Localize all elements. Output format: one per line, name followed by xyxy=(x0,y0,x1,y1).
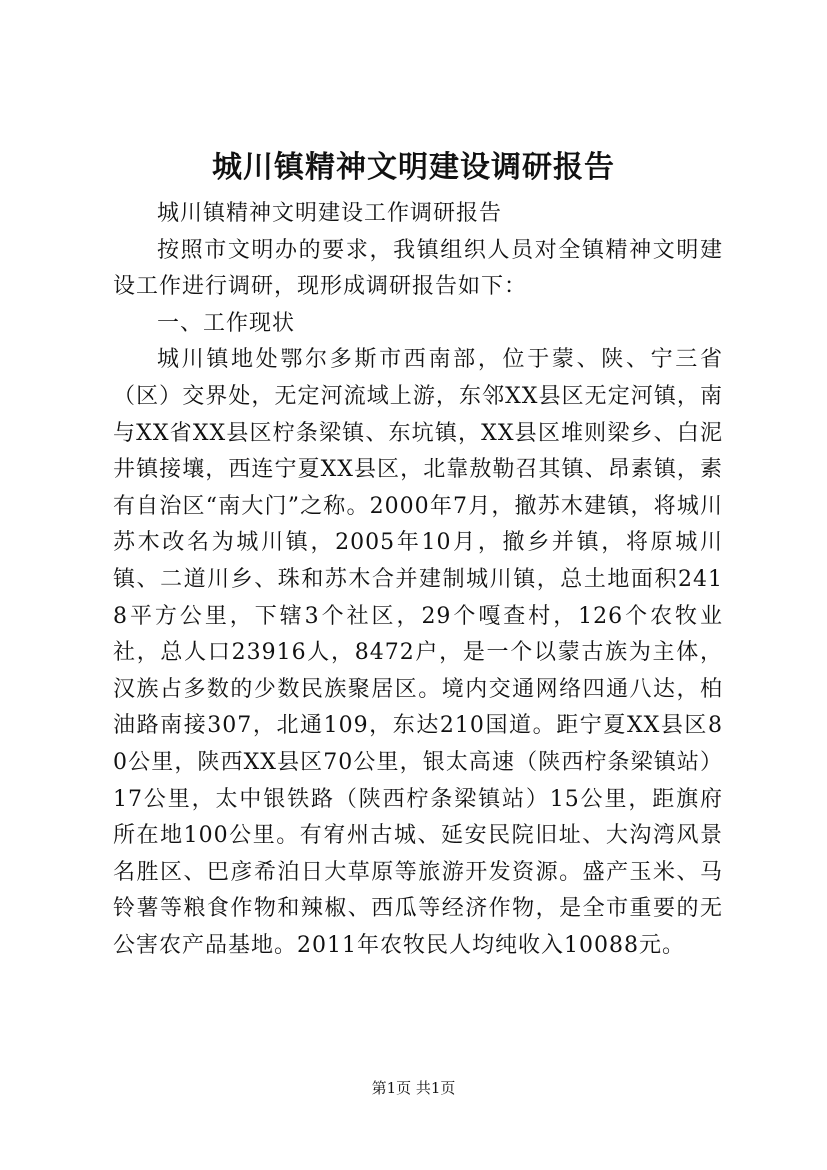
page-number-footer: 第1页 共1页 xyxy=(371,1079,456,1097)
subtitle-paragraph: 城川镇精神文明建设工作调研报告 xyxy=(157,201,503,226)
section-heading: 一、工作现状 xyxy=(157,310,296,336)
document-title: 城川镇精神文明建设调研报告 xyxy=(212,150,615,185)
document-body xyxy=(113,196,723,964)
content-paragraph: 城川镇地处鄂尔多斯市西南部，位于蒙、陕、宁三省（区）交界处，无定河流域上游，东邻XX县区无定河镇，南与XX省XX县区柠条梁镇、东坑镇，XX县区堆则梁乡、白泥井镇接壤，西连宁夏XX县区，北靠敖勒召其镇、昂素镇，素有自治区“南大门”之称。2000年7月，撤苏木建镇，将城川苏木改名为城川镇，2005年10月，撤乡并镇，将原城川镇、二道川乡、珠和苏木合并建制城川镇，总土地面积2418平方公里，下辖3个社区，29个嘎查村，126个农牧业社，总人口23916人，8472户，是一个以蒙古族为主体，汉族占多数的少数民族聚居区。境内交通网络四通八达，柏油路南接307，北通109，东达210国道。距宁夏XX县区80公里，陕西XX县区70公里，银太高速（陕西柠条梁镇站）17公里，太中银铁路（陕西柠条梁镇站）15公里，距旗府所在地100公里。有宥州古城、延安民院旧址、大沟湾风景名胜区、巴彦希泊日大草原等旅游开发资源。盛产玉米、马铃薯等粮食作物和辣椒、西瓜等经济作物，是全市重要的无公害农产品基地。2011年农牧民人均纯收入10088元。 xyxy=(113,347,723,958)
intro-paragraph: 按照市文明办的要求，我镇组织人员对全镇精神文明建设工作进行调研，现形成调研报告如下： xyxy=(113,237,723,300)
